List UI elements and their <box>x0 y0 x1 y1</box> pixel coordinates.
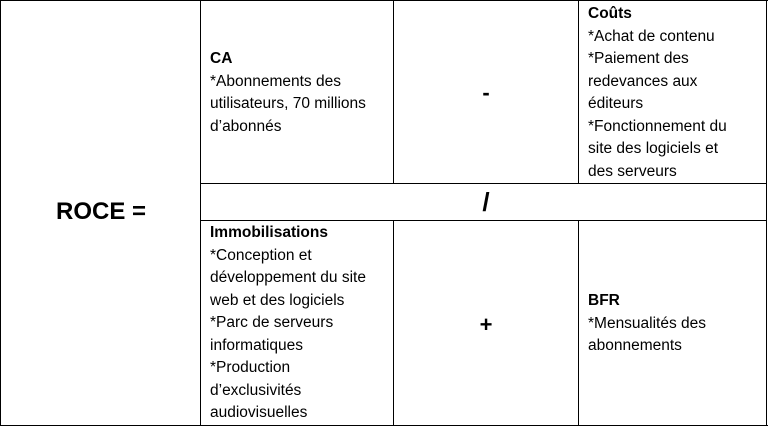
working-capital-line: abonnements <box>588 337 682 354</box>
fixed-assets-cell <box>210 222 392 425</box>
costs-line: éditeurs <box>588 95 644 112</box>
table-border-top <box>0 0 768 1</box>
table-border-left <box>0 0 1 426</box>
plus-operator: + <box>479 312 493 337</box>
revenue-heading: CA <box>210 50 233 67</box>
costs-line: des serveurs <box>588 162 677 180</box>
working-capital-heading: BFR <box>588 292 620 309</box>
working-capital-line: *Mensualités des <box>588 314 707 332</box>
division-operator: / <box>482 187 490 217</box>
costs-line: site des logiciels et <box>588 140 719 157</box>
fixed-assets-line: *Conception et <box>210 246 312 264</box>
costs-line: *Paiement des <box>588 50 689 67</box>
denominator-divider-2 <box>578 220 579 426</box>
fixed-assets-line: informatiques <box>210 336 304 354</box>
roce-label: ROCE = <box>56 198 147 225</box>
table-border-bottom <box>0 425 768 426</box>
fixed-assets-heading: Immobilisations <box>210 224 328 241</box>
fixed-assets-line: *Production <box>210 359 291 376</box>
fixed-assets-line: *Parc de serveurs <box>210 314 334 331</box>
division-row-bottom-border <box>200 220 767 221</box>
costs-line: redevances aux <box>588 72 698 90</box>
fixed-assets-line: d’exclusivités <box>210 381 302 399</box>
revenue-cell <box>210 48 390 138</box>
costs-line: *Achat de contenu <box>588 27 715 45</box>
division-row-top-border <box>200 183 767 184</box>
fixed-assets-line: développement du site <box>210 269 366 286</box>
fixed-assets-line: audiovisuelles <box>210 404 308 421</box>
working-capital-cell <box>588 290 764 358</box>
table-border-right <box>766 0 767 426</box>
costs-cell <box>588 3 764 183</box>
revenue-line: d’abonnés <box>210 117 282 135</box>
label-column-divider <box>200 0 201 426</box>
costs-line: *Fonctionnement du <box>588 117 727 135</box>
costs-heading: Coûts <box>588 5 632 22</box>
minus-operator: - <box>482 80 490 105</box>
revenue-line: utilisateurs, 70 millions <box>210 95 366 112</box>
numerator-divider-2 <box>578 0 579 184</box>
revenue-line: *Abonnements des <box>210 72 341 90</box>
fixed-assets-line: web et des logiciels <box>210 291 345 309</box>
